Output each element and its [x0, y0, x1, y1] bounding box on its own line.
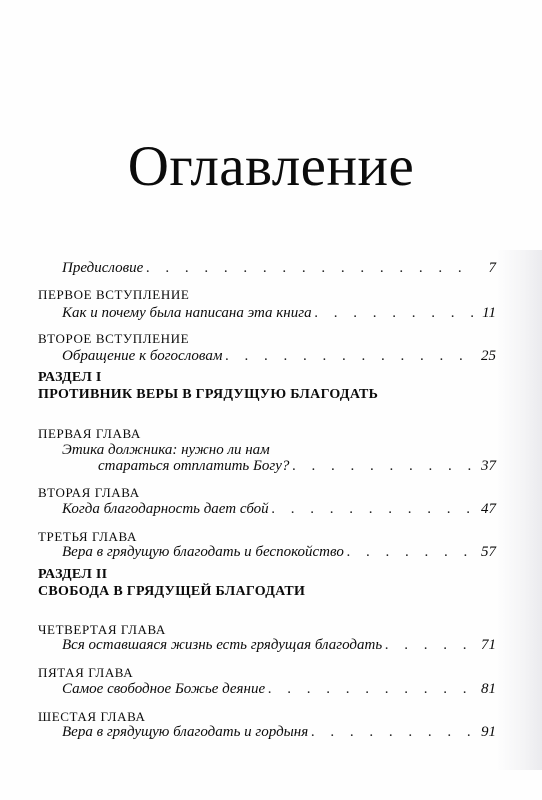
part-title-2: СВОБОДА В ГРЯДУЩЕЙ БЛАГОДАТИ — [38, 584, 306, 599]
chapter-heading-5: ПЯТАЯ ГЛАВА — [38, 665, 134, 680]
part-number-2: РАЗДЕЛ II — [38, 567, 108, 582]
toc-entry-label: Вся оставшаяся жизнь есть грядущая благодать — [62, 637, 383, 653]
toc-page-number: 57 — [481, 544, 496, 560]
toc-entry-label: Вера в грядущую благодать и гордыня — [62, 724, 309, 740]
section-heading-intro1: ПЕРВОЕ ВСТУПЛЕНИЕ — [38, 287, 190, 302]
toc-entry-chapter-5 — [62, 678, 496, 700]
chapter-heading-2: ВТОРАЯ ГЛАВА — [38, 485, 140, 500]
page-title: Оглавление — [127, 135, 415, 198]
toc-entry-intro2 — [62, 345, 496, 367]
section-heading-intro2: ВТОРОЕ ВСТУПЛЕНИЕ — [38, 331, 190, 346]
dot-leader — [315, 302, 477, 324]
toc-entry-chapter-1 — [98, 455, 496, 477]
toc-entry-chapter-3 — [62, 541, 496, 563]
dot-leader — [347, 541, 477, 563]
toc-entry-chapter-2 — [62, 498, 496, 520]
toc-page-number: 81 — [481, 681, 496, 697]
toc-page-number: 71 — [481, 637, 496, 653]
part-number-1: РАЗДЕЛ I — [38, 370, 102, 385]
toc-page-number: 37 — [481, 458, 496, 474]
dot-leader — [292, 455, 477, 477]
chapter-heading-6: ШЕСТАЯ ГЛАВА — [38, 709, 146, 724]
dot-leader — [146, 257, 477, 279]
page-curl-shadow — [496, 250, 542, 770]
toc-entry-label: стараться отплатить Богу? — [98, 458, 290, 474]
chapter-heading-3: ТРЕТЬЯ ГЛАВА — [38, 529, 137, 544]
dot-leader — [225, 345, 477, 367]
part-title-1: ПРОТИВНИК ВЕРЫ В ГРЯДУЩУЮ БЛАГОДАТЬ — [38, 387, 379, 402]
toc-entry-label: Этика должника: нужно ли нам — [62, 442, 270, 458]
toc-page-number: 11 — [482, 305, 496, 321]
toc-entry-label: Самое свободное Божье деяние — [62, 681, 266, 697]
toc-entry-label: Вера в грядущую благодать и беспокойство — [62, 544, 344, 560]
dot-leader — [272, 498, 477, 520]
toc-page-number: 91 — [481, 724, 496, 740]
chapter-heading-4: ЧЕТВЕРТАЯ ГЛАВА — [38, 622, 166, 637]
toc-page-number: 25 — [481, 348, 496, 364]
toc-page-number: 7 — [488, 260, 496, 276]
toc-entry-preface — [62, 257, 496, 279]
toc-entry-label: Когда благодарность дает сбой — [62, 501, 269, 517]
dot-leader — [385, 634, 477, 656]
toc-entry-label: Предисловие — [62, 260, 144, 276]
toc-entry-label: Обращение к богословам — [62, 348, 223, 364]
toc-entry-chapter-6 — [62, 721, 496, 743]
toc-page-number: 47 — [481, 501, 496, 517]
chapter-heading-1: ПЕРВАЯ ГЛАВА — [38, 426, 141, 441]
toc-entry-intro1 — [62, 302, 496, 324]
dot-leader — [311, 721, 477, 743]
dot-leader — [268, 678, 477, 700]
toc-entry-label: Как и почему была написана эта книга — [62, 305, 312, 321]
toc-entry-chapter-4 — [62, 634, 496, 656]
